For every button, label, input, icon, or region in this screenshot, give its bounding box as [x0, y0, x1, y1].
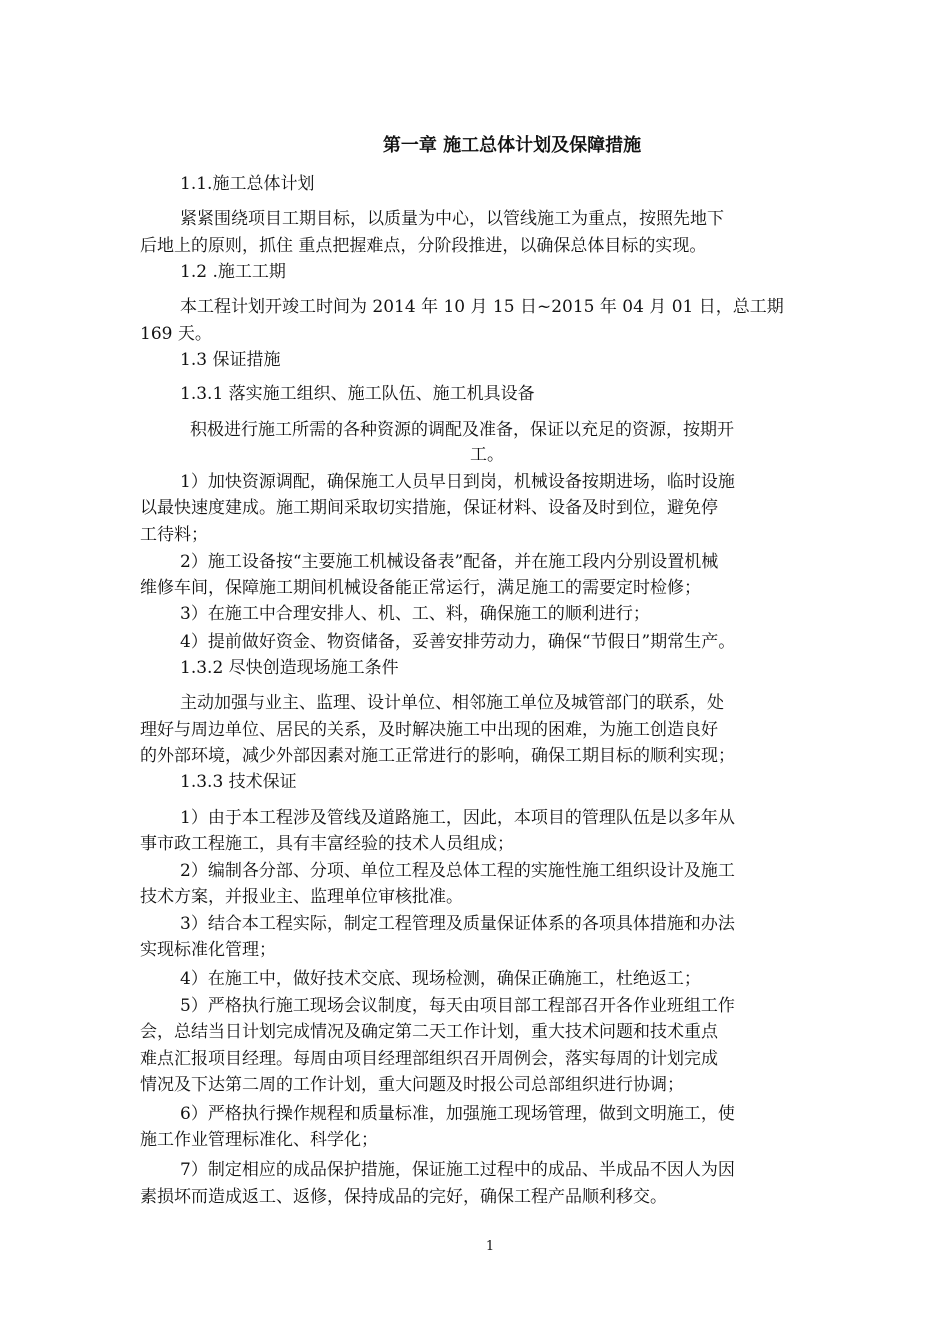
paragraph-line: 紧紧围绕项目工期目标，以质量为中心，以管线施工为重点，按照先地下	[180, 209, 724, 229]
paragraph-line: 的外部环境，减少外部因素对施工正常进行的影响，确保工期目标的顺利实现；	[140, 746, 735, 766]
paragraph-line: 1）加快资源调配，确保施工人员早日到岗，机械设备按期进场，临时设施	[180, 472, 735, 492]
paragraph-line: 1）由于本工程涉及管线及道路施工，因此，本项目的管理队伍是以多年从	[180, 808, 735, 828]
subsection-heading: 1.3.3 技术保证	[180, 772, 297, 792]
paragraph-line: 169 天。	[140, 324, 212, 344]
paragraph-line: 实现标准化管理；	[140, 940, 276, 960]
subsection-heading: 1.3.2 尽快创造现场施工条件	[180, 658, 399, 678]
paragraph-line: 维修车间，保障施工期间机械设备能正常运行，满足施工的需要定时检修；	[140, 578, 701, 598]
paragraph-line: 情况及下达第二周的工作计划，重大问题及时报公司总部组织进行协调；	[140, 1075, 684, 1095]
paragraph-line: 事市政工程施工，具有丰富经验的技术人员组成；	[140, 834, 514, 854]
section-heading: 1.2 .施工工期	[180, 262, 286, 282]
subsection-heading: 1.3.1 落实施工组织、施工队伍、施工机具设备	[180, 384, 535, 404]
paragraph-line: 3）在施工中合理安排人、机、工、料，确保施工的顺利进行；	[180, 604, 650, 624]
paragraph-line: 素损坏而造成返工、返修，保持成品的完好，确保工程产品顺利移交。	[140, 1187, 667, 1207]
paragraph-line: 3）结合本工程实际，制定工程管理及质量保证体系的各项具体措施和办法	[180, 914, 735, 934]
paragraph-line: 施工作业管理标准化、科学化；	[140, 1130, 378, 1150]
section-heading: 1.3 保证措施	[180, 350, 281, 370]
paragraph-line: 2）编制各分部、分项、单位工程及总体工程的实施性施工组织设计及施工	[180, 861, 735, 881]
paragraph-line: 主动加强与业主、监理、设计单位、相邻施工单位及城管部门的联系，处	[180, 693, 724, 713]
paragraph-line: 6）严格执行操作规程和质量标准，加强施工现场管理，做到文明施工，使	[180, 1104, 735, 1124]
paragraph-line: 后地上的原则，抓住 重点把握难点，分阶段推进，以确保总体目标的实现。	[140, 236, 707, 256]
paragraph-line: 工待料；	[140, 525, 208, 545]
paragraph-line: 难点汇报项目经理。每周由项目经理部组织召开周例会，落实每周的计划完成	[140, 1049, 718, 1069]
paragraph-line: 理好与周边单位、居民的关系，及时解决施工中出现的困难，为施工创造良好	[140, 720, 718, 740]
paragraph-line: 工。	[470, 445, 504, 465]
paragraph-line: 4）在施工中，做好技术交底、现场检测，确保正确施工，杜绝返工；	[180, 969, 701, 989]
paragraph-line: 5）严格执行施工现场会议制度，每天由项目部工程部召开各作业班组工作	[180, 996, 735, 1016]
paragraph-line: 7）制定相应的成品保护措施，保证施工过程中的成品、半成品不因人为因	[180, 1160, 735, 1180]
section-heading: 1.1.施工总体计划	[180, 174, 315, 194]
paragraph-line: 积极进行施工所需的各种资源的调配及准备，保证以充足的资源，按期开	[190, 420, 734, 440]
paragraph-line: 本工程计划开竣工时间为 2014 年 10 月 15 日~2015 年 04 月 01 日，总工期	[180, 297, 784, 317]
paragraph-line: 技术方案，并报业主、监理单位审核批准。	[140, 887, 463, 907]
paragraph-line: 2）施工设备按“主要施工机械设备表”配备，并在施工段内分别设置机械	[180, 552, 719, 572]
paragraph-line: 会，总结当日计划完成情况及确定第二天工作计划，重大技术问题和技术重点	[140, 1022, 718, 1042]
chapter-title: 第一章 施工总体计划及保障措施	[382, 135, 642, 156]
paragraph-line: 以最快速度建成。施工期间采取切实措施，保证材料、设备及时到位，避免停	[140, 498, 718, 518]
paragraph-line: 4）提前做好资金、物资储备，妥善安排劳动力，确保“节假日”期常生产。	[180, 632, 736, 652]
page-number: 1	[485, 1239, 495, 1254]
